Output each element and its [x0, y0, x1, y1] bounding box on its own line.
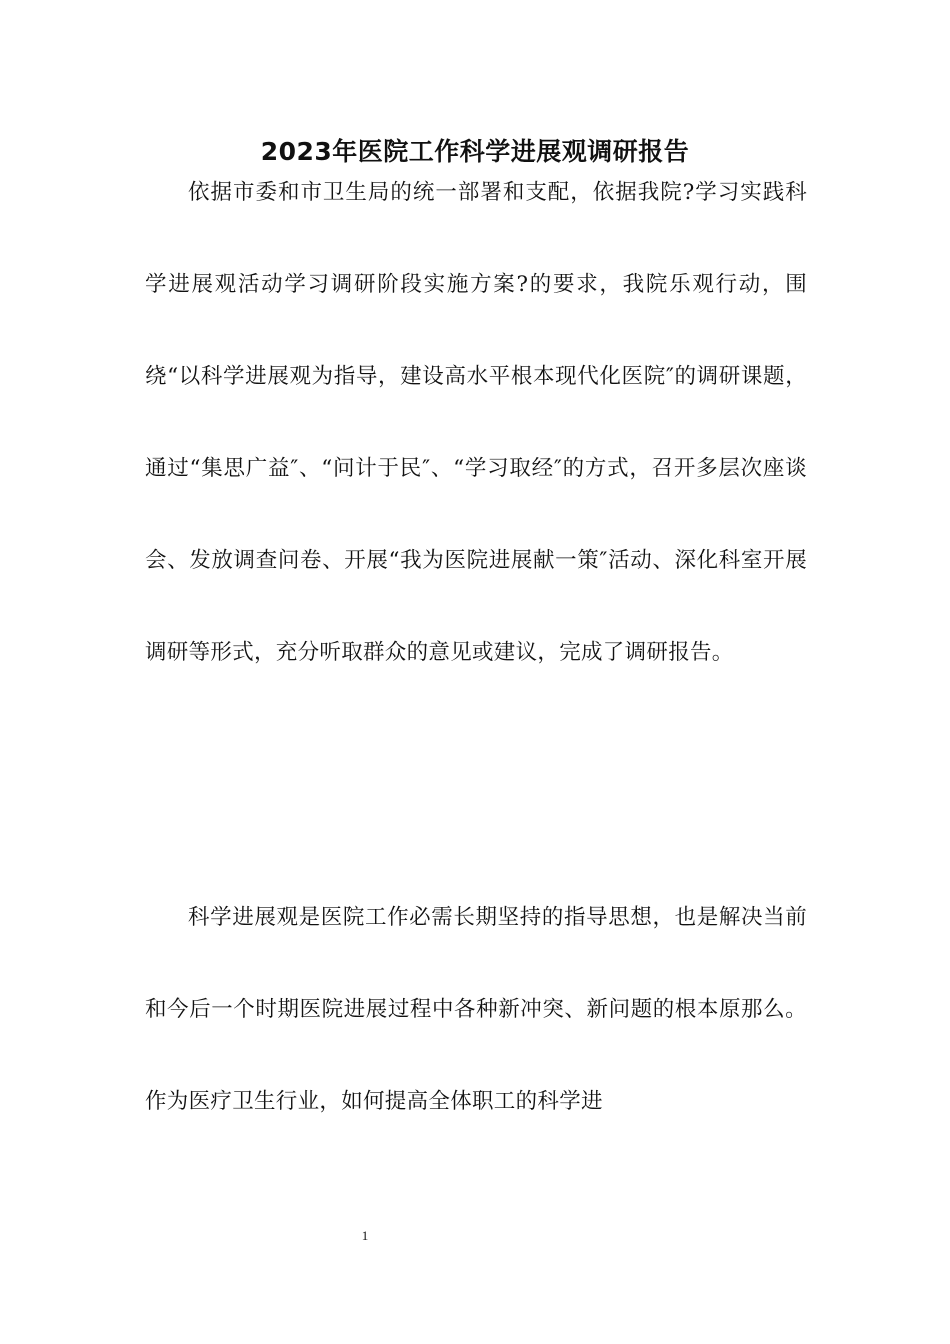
document-title: 2023年医院工作科学进展观调研报告 — [260, 137, 690, 166]
page-number: 1 — [361, 1228, 369, 1243]
paragraph-1: 依据市委和市卫生局的统一部署和支配，依据我院?学习实践科学进展观活动学习调研阶段实施方案?的要求，我院乐观行动，围绕“以科学进展观为指导，建设高水平根本现代化医院″的调研课题，通过“集思广益″、“问计于民″、“学习取经″的方式，召开多层次座谈会、发放调查问卷、开展“我为医院进展献一策″活动、深化科室开展调研等形式，充分听取群众的意见或建议，完成了调研报告。 — [145, 180, 807, 665]
paragraph-2: 科学进展观是医院工作必需长期坚持的指导思想，也是解决当前和今后一个时期医院进展过程中各种新冲突、新问题的根本原那么。作为医疗卫生行业，如何提高全体职工的科学进 — [145, 905, 807, 1114]
